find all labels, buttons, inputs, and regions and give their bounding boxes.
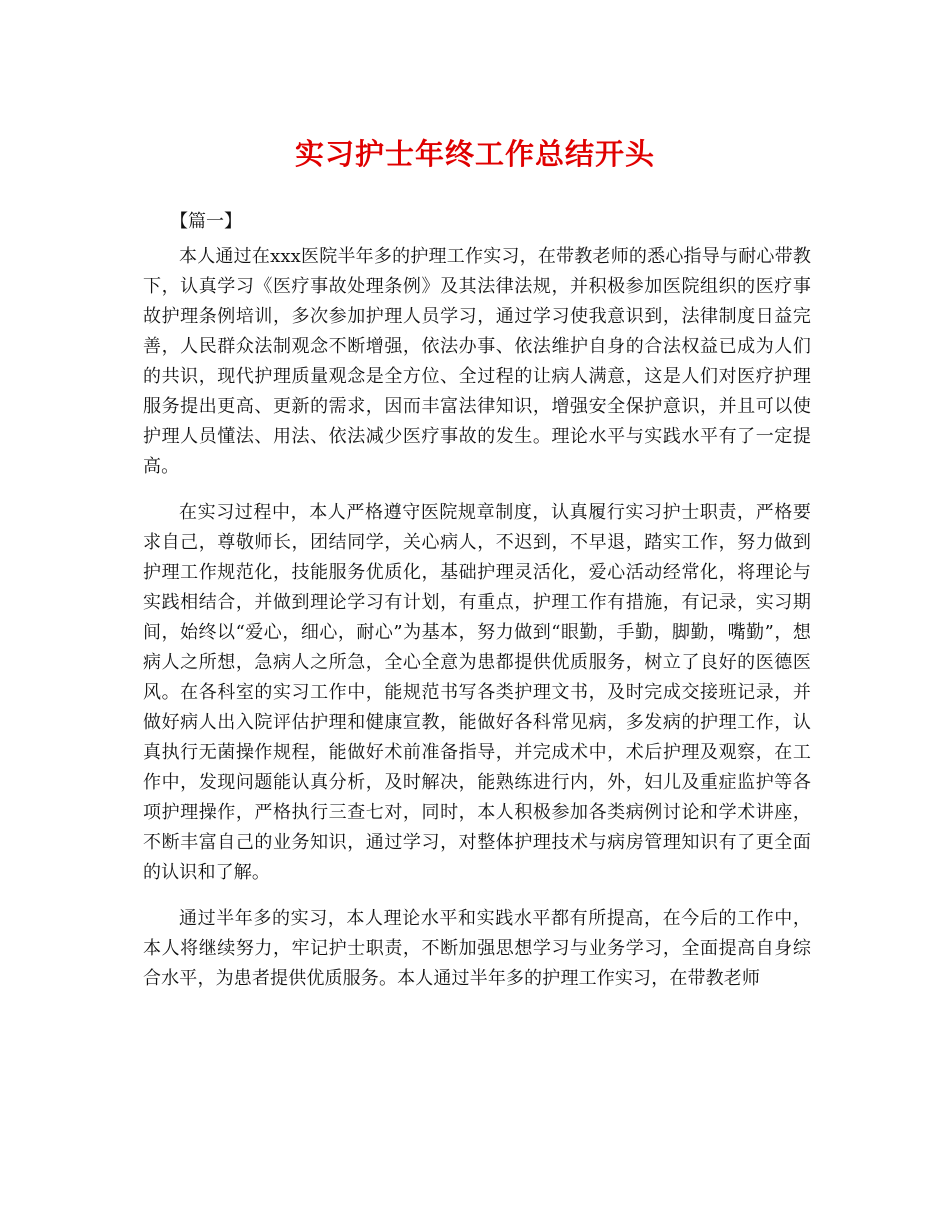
paragraph-1: 本人通过在xxx医院半年多的护理工作实习，在带教老师的悉心指导与耐心带教下，认真学习《医疗事故处理条例》及其法律法规，并积极参加医院组织的医疗事故护理条例培训，多次参加护理人员学习，通过学习使我意识到，法律制度日益完善，人民群众法制观念不断增强，依法办事、依法维护自身的合法权益已成为人们的共识，现代护理质量观念是全方位、全过程的让病人满意，这是人们对医疗护理服务提出更高、更新的需求，因而丰富法律知识，增强安全保护意识，并且可以使护理人员懂法、用法、依法减少医疗事故的发生。理论水平与实践水平有了一定提高。 bbox=[143, 246, 811, 477]
section-label: 【篇一】 bbox=[170, 211, 242, 232]
document-body bbox=[143, 242, 811, 1010]
document-title: 实习护士年终工作总结开头 bbox=[294, 137, 655, 171]
paragraph-3: 通过半年多的实习，本人理论水平和实践水平都有所提高，在今后的工作中，本人将继续努力，牢记护士职责，不断加强思想学习与业务学习，全面提高自身综合水平，为患者提供优质服务。本人通过半年多的护理工作实习，在带教老师 bbox=[143, 908, 811, 989]
paragraph-2: 在实习过程中，本人严格遵守医院规章制度，认真履行实习护士职责，严格要求自己，尊敬师长，团结同学，关心病人，不迟到，不早退，踏实工作，努力做到护理工作规范化，技能服务优质化，基础护理灵活化，爱心活动经常化，将理论与实践相结合，并做到理论学习有计划，有重点，护理工作有措施，有记录，实习期间，始终以“爱心，细心，耐心”为基本，努力做到“眼勤，手勤，脚勤，嘴勤”，想病人之所想，急病人之所急，全心全意为患都提供优质服务，树立了良好的医德医风。在各科室的实习工作中，能规范书写各类护理文书，及时完成交接班记录，并做好病人出入院评估护理和健康宣教，能做好各科常见病，多发病的护理工作，认真执行无菌操作规程，能做好术前准备指导，并完成术中，术后护理及观察，在工作中，发现问题能认真分析，及时解决，能熟练进行内，外，妇儿及重症监护等各项护理操作，严格执行三查七对，同时，本人积极参加各类病例讨论和学术讲座，不断丰富自己的业务知识，通过学习，对整体护理技术与病房管理知识有了更全面的认识和了解。 bbox=[143, 502, 811, 883]
